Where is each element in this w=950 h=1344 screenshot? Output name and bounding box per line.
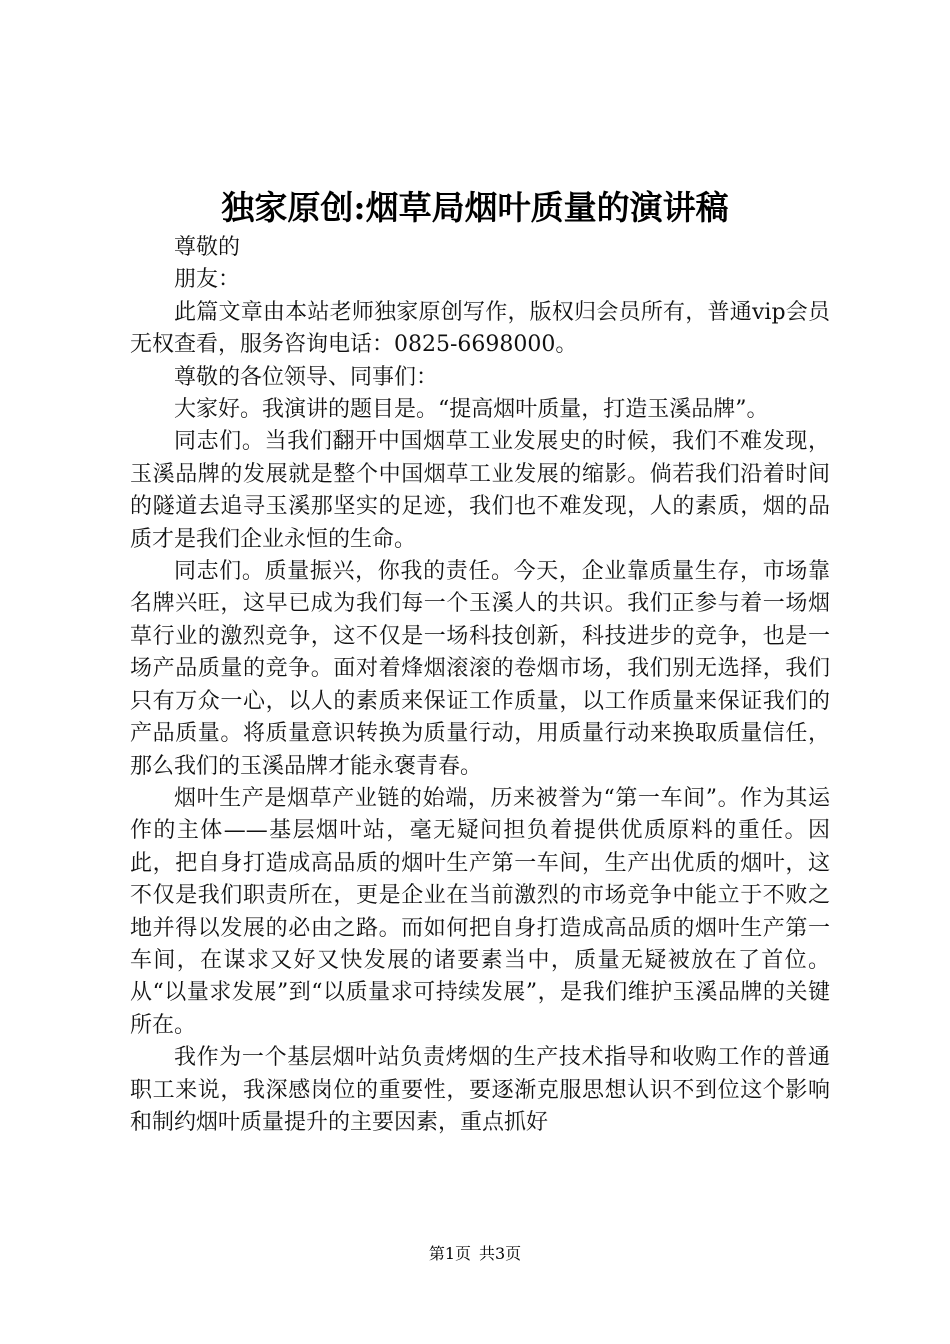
paragraph-body: 同志们。当我们翻开中国烟草工业发展史的时候，我们不难发现，玉溪品牌的发展就是整个中国烟草工业发展的缩影。倘若我们沿着时间的隧道去追寻玉溪那坚实的足迹，我们也不难发现，人的素质，烟的品质才是我们企业永恒的生命。 xyxy=(130,429,830,552)
paragraph-body: 同志们。质量振兴，你我的责任。今天，企业靠质量生存，市场靠名牌兴旺，这早已成为我们每一个玉溪人的共识。我们正参与着一场烟草行业的激烈竞争，这不仅是一场科技创新，科技进步的竞争，也是一场产品质量的竞争。面对着烽烟滚滚的卷烟市场，我们别无选择，我们只有万众一心，以人的素质来保证工作质量，以工作质量来保证我们的产品质量。将质量意识转换为质量行动，用质量行动来换取质量信任，那么我们的玉溪品牌才能永褒青春。 xyxy=(130,559,830,779)
paragraph-copyright-notice: 此篇文章由本站老师独家原创写作，版权归会员所有，普通vip会员无权查看，服务咨询电话：0825-6698000。 xyxy=(130,299,830,358)
paragraph-greeting: 尊敬的各位领导、同事们： xyxy=(174,364,439,390)
page-footer xyxy=(0,1243,950,1265)
document-body xyxy=(130,232,830,1139)
paragraph-body: 我作为一个基层烟叶站负责烤烟的生产技术指导和收购工作的普通职工来说，我深感岗位的重要性，要逐渐克服思想认识不到位这个影响和制约烟叶质量提升的主要因素，重点抓好 xyxy=(130,1045,830,1135)
page-number: 第1页 xyxy=(428,1244,471,1263)
paragraph-salutation-1: 尊敬的 xyxy=(174,235,241,260)
paragraph-body: 烟叶生产是烟草产业链的始端，历来被誉为“第一车间”。作为其运作的主体——基层烟叶站，毫无疑问担负着提供优质原料的重任。因此，把自身打造成高品质的烟叶生产第一车间，生产出优质的烟叶，这不仅是我们职责所在，更是企业在当前激烈的市场竞争中能立于不败之地并得以发展的必由之路。而如何把自身打造成高品质的烟叶生产第一车间，在谋求又好又快发展的诸要素当中，质量无疑被放在了首位。从“以量求发展”到“以质量求可持续发展”，是我们维护玉溪品牌的关键所在。 xyxy=(130,785,830,1038)
paragraph-topic: 大家好。我演讲的题目是。“提高烟叶质量，打造玉溪品牌”。 xyxy=(174,397,769,423)
page-total: 共3页 xyxy=(479,1244,522,1263)
paragraph-salutation-2: 朋友： xyxy=(174,267,241,293)
document-title: 独家原创:烟草局烟叶质量的演讲稿 xyxy=(221,188,729,227)
